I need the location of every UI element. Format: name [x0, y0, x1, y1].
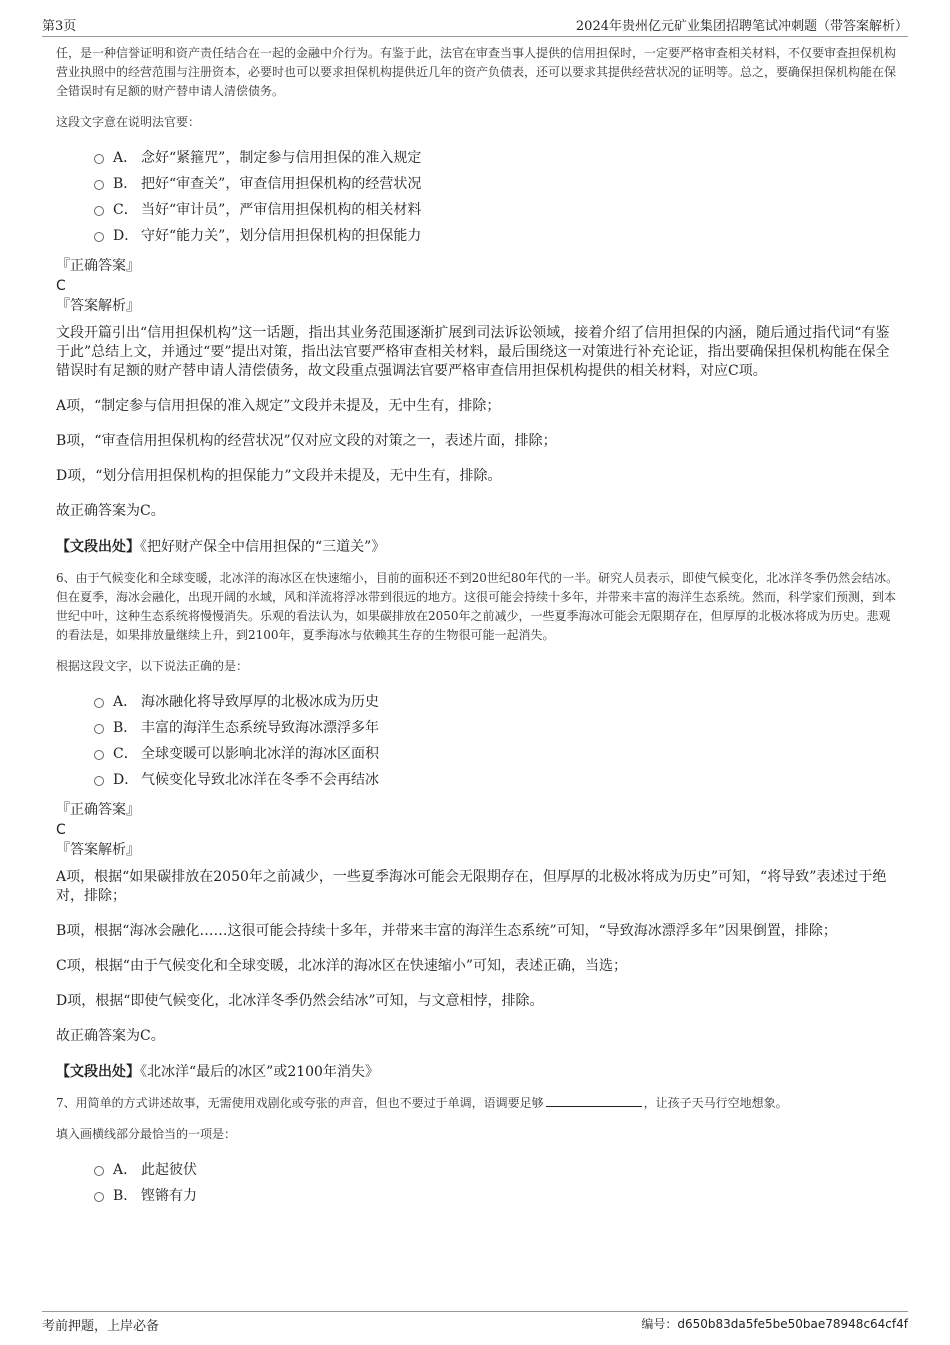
q7-options: [94, 1156, 902, 1208]
q5-analysis-paragraph: 文段开篇引出“信用担保机构”这一话题，指出其业务范围逐渐扩展到司法诉讼领域，接着介绍了信用担保的内涵，随后通过指代词“有鉴于此”总结上文，并通过“要”提出对策，指出法官要严格审查相关材料，最后围绕这一对策进行补充论证，指出要确保担保机构能在保全错误时有足额的财产替申请人清偿债务，故文段重点强调法官要严格审查信用担保机构提供的相关材料，对应C项。: [56, 325, 890, 379]
q7-instruction: 填入画横线部分最恰当的一项是：: [56, 1127, 237, 1141]
q6-answer-label: 『正确答案』: [56, 802, 140, 818]
q6-analysis-paragraph: 故正确答案为C。: [56, 1028, 165, 1044]
q5-option-d[interactable]: D． 守好“能力关”，划分信用担保机构的担保能力: [94, 222, 902, 248]
q5-analysis-paragraph: 故正确答案为C。: [56, 503, 165, 519]
radio-button-icon[interactable]: [94, 154, 104, 164]
q6-analysis-paragraph: A项，根据“如果碳排放在2050年之前减少，一些夏季海冰可能会无限期存在，但厚厚的北极冰将成为历史”可知，“将导致”表述过于绝对，排除；: [56, 869, 887, 904]
q5-source: 【文段出处】《把好财产保全中信用担保的“三道关”》: [56, 539, 386, 555]
q5-answer-label: 『正确答案』: [56, 258, 140, 274]
radio-button-icon[interactable]: [94, 206, 104, 216]
radio-button-icon[interactable]: [94, 232, 104, 242]
q6-analysis-label: 『答案解析』: [56, 842, 140, 858]
q5-stem: 这段文字意在说明法官要：: [56, 115, 201, 129]
radio-button-icon[interactable]: [94, 1166, 104, 1176]
q5-options: [94, 144, 902, 248]
q6-options: [94, 688, 902, 792]
q6-analysis-paragraph: C项，根据“由于气候变化和全球变暖，北冰洋的海冰区在快速缩小”可知，表述正确，当选；: [56, 958, 628, 974]
q5-option-b[interactable]: B． 把好“审查关”，审查信用担保机构的经营状况: [94, 170, 902, 196]
page-number: 第3页: [42, 19, 77, 34]
q6-option-b[interactable]: B． 丰富的海洋生态系统导致海冰漂浮多年: [94, 714, 902, 740]
radio-button-icon[interactable]: [94, 698, 104, 708]
page-content: [56, 44, 902, 1216]
document-id: 编号：d650b83da5fe5be50bae78948c64cf4f: [641, 1317, 908, 1331]
q6-option-a[interactable]: A． 海冰融化将导致厚厚的北极冰成为历史: [94, 688, 902, 714]
fill-in-blank: [546, 1094, 642, 1107]
q5-option-c[interactable]: C． 当好“审计员”，严审信用担保机构的相关材料: [94, 196, 902, 222]
q6-stem: 根据这段文字，以下说法正确的是：: [56, 659, 249, 673]
page-footer: [42, 1311, 908, 1336]
q7-stem: 7、用简单的方式讲述故事，无需使用戏剧化或夸张的声音，但也不要过于单调，语调要足够 ，让孩子天马行空地想象。: [56, 1096, 788, 1110]
radio-button-icon[interactable]: [94, 750, 104, 760]
q5-answer: C: [56, 278, 66, 294]
q6-option-d[interactable]: D． 气候变化导致北冰洋在冬季不会再结冰: [94, 766, 902, 792]
q5-analysis-label: 『答案解析』: [56, 298, 140, 314]
q6-passage: 6、由于气候变化和全球变暖，北冰洋的海冰区在快速缩小，目前的面积还不到20世纪80年代的一半。研究人员表示，即使气候变化，北冰洋冬季仍然会结冰。但在夏季，海冰会融化，出现开阔的水域，风和洋流将浮冰带到很远的地方。这很可能会持续十多年，并带来丰富的海洋生态系统。然而，科学家们预测，到本世纪中叶，这种生态系统将慢慢消失。乐观的看法认为，如果碳排放在2050年之前减少，一些夏季海冰可能会无限期存在，但厚厚的北极冰将成为历史。悲观的看法是，如果排放量继续上升，到2100年，夏季海冰与依赖其生存的生物很可能一起消失。: [56, 571, 899, 642]
q6-option-c[interactable]: C． 全球变暖可以影响北冰洋的海冰区面积: [94, 740, 902, 766]
radio-button-icon[interactable]: [94, 776, 104, 786]
page-header: [42, 12, 908, 37]
q6-analysis-paragraph: D项，根据“即使气候变化，北冰洋冬季仍然会结冰”可知，与文意相悖，排除。: [56, 993, 544, 1009]
document-title: 2024年贵州亿元矿业集团招聘笔试冲刺题（带答案解析）: [575, 19, 908, 34]
q6-answer: C: [56, 822, 66, 838]
q7-option-b[interactable]: B． 铿锵有力: [94, 1182, 902, 1208]
q6-source: 【文段出处】《北冰洋“最后的冰区”或2100年消失》: [56, 1064, 379, 1080]
q6-analysis-paragraph: B项，根据“海冰会融化……这很可能会持续十多年，并带来丰富的海洋生态系统”可知，“导致海冰漂浮多年”因果倒置，排除；: [56, 923, 837, 939]
radio-button-icon[interactable]: [94, 724, 104, 734]
q7-option-a[interactable]: A． 此起彼伏: [94, 1156, 902, 1182]
q5-option-a[interactable]: A． 念好“紧箍咒”，制定参与信用担保的准入规定: [94, 144, 902, 170]
q5-passage: 任，是一种信誉证明和资产责任结合在一起的金融中介行为。有鉴于此，法官在审查当事人提供的信用担保时，一定要严格审查相关材料，不仅要审查担保机构营业执照中的经营范围与注册资本，必要时也可以要求担保机构提供近几年的资产负债表，还可以要求其提供经营状况的证明等。总之，要确保担保机构能在保全错误时有足额的财产替申请人清偿债务。: [56, 46, 897, 98]
q5-analysis-paragraph: D项，“划分信用担保机构的担保能力”文段并未提及，无中生有，排除。: [56, 468, 502, 484]
q5-analysis-paragraph: B项，“审查信用担保机构的经营状况”仅对应文段的对策之一，表述片面，排除；: [56, 433, 557, 449]
radio-button-icon[interactable]: [94, 1192, 104, 1202]
q5-analysis-paragraph: A项，“制定参与信用担保的准入规定”文段并未提及，无中生有，排除；: [56, 398, 501, 414]
footer-slogan: 考前押题，上岸必备: [42, 1319, 160, 1334]
radio-button-icon[interactable]: [94, 180, 104, 190]
